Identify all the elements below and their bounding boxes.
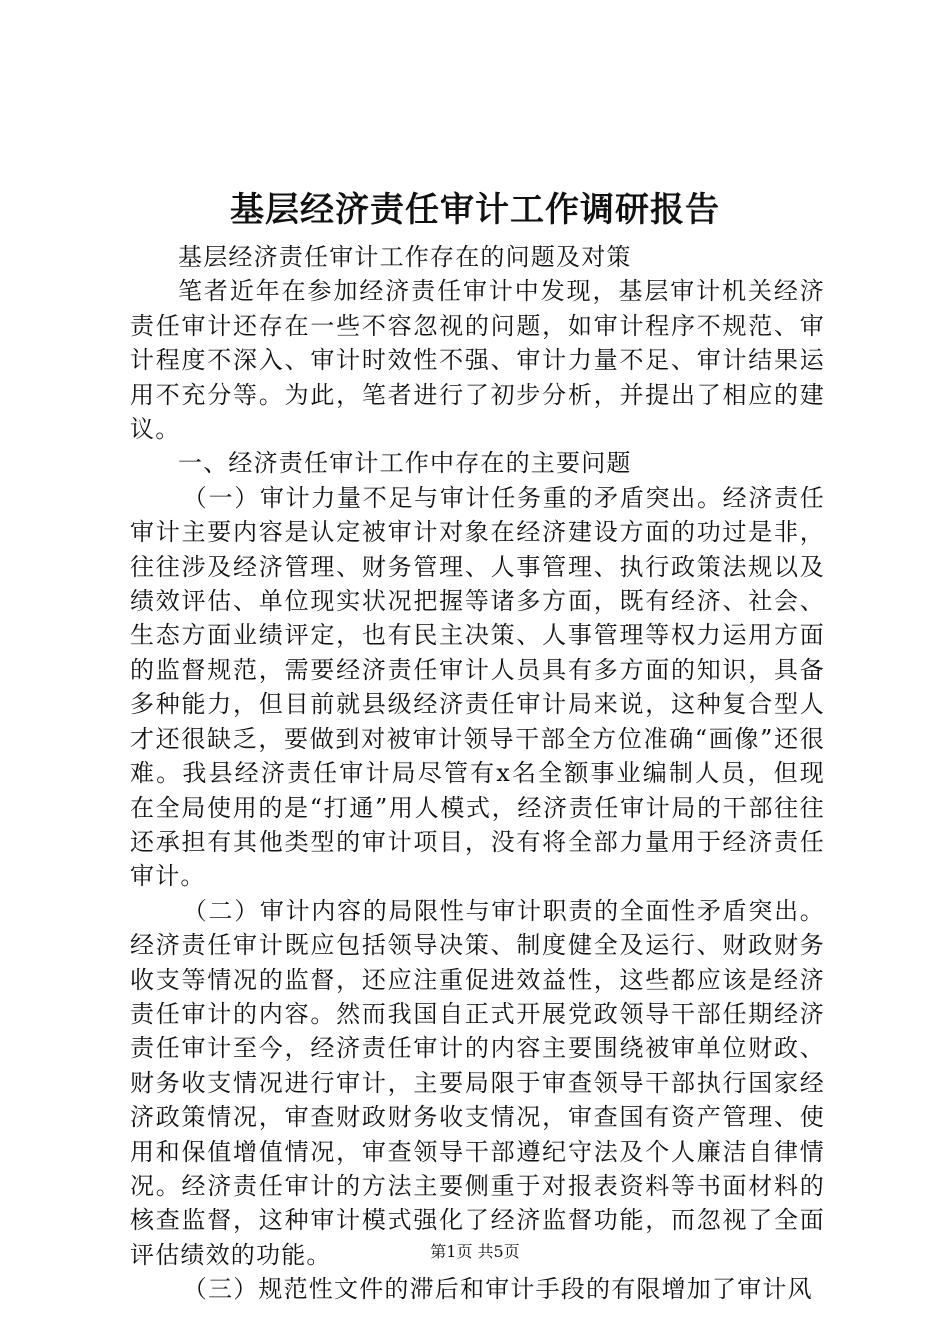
subtitle-paragraph: 基层经济责任审计工作存在的问题及对策	[178, 243, 632, 271]
document-title: 基层经济责任审计工作调研报告	[230, 190, 720, 230]
body-paragraph: （一）审计力量不足与审计任务重的矛盾突出。经济责任审计主要内容是认定被审计对象在经济建设方面的功过是非，往往涉及经济管理、财务管理、人事管理、执行政策法规以及绩效评估、单位现实状况把握等诸多方面，既有经济、社会、生态方面业绩评定，也有民主决策、人事管理等权力运用方面的监督规范，需要经济责任审计人员具有多方面的知识，具备多种能力，但目前就县级经济责任审计局来说，这种复合型人才还很缺乏，要做到对被审计领导干部全方位准确“画像”还很难。我县经济责任审计局尽管有x名全额事业编制人员，但现在全局使用的是“打通”用人模式，经济责任审计局的干部往往还承担有其他类型的审计项目，没有将全部力量用于经济责任审计。	[130, 483, 825, 891]
body-paragraph: （三）规范性文件的滞后和审计手段的有限增加了审计风	[182, 1275, 813, 1304]
intro-paragraph: 笔者近年在参加经济责任审计中发现，基层审计机关经济责任审计还存在一些不容忽视的问题，如审计程序不规范、审计程度不深入、审计时效性不强、审计力量不足、审计结果运用不充分等。为此，笔者进行了初步分析，并提出了相应的建议。	[130, 277, 825, 444]
section-heading: 一、经济责任审计工作中存在的主要问题	[178, 449, 632, 478]
document-body	[130, 240, 825, 1307]
body-paragraph: （二）审计内容的局限性与审计职责的全面性矛盾突出。经济责任审计既应包括领导决策、制度健全及运行、财政财务收支等情况的监督，还应注重促进效益性，这些都应该是经济责任审计的内容。然而我国自正式开展党政领导干部任期经济责任审计至今，经济责任审计的内容主要围绕被审单位财政、财务收支情况进行审计，主要局限于审查领导干部执行国家经济政策情况，审查财政财务收支情况，审查国有资产管理、使用和保值增值情况，审查领导干部遵纪守法及个人廉洁自律情况。经济责任审计的方法主要侧重于对报表资料等书面材料的核查监督，这种审计模式强化了经济监督功能，而忽视了全面评估绩效的功能。	[130, 896, 825, 1269]
page-footer: 第1页 共5页	[430, 1242, 520, 1261]
